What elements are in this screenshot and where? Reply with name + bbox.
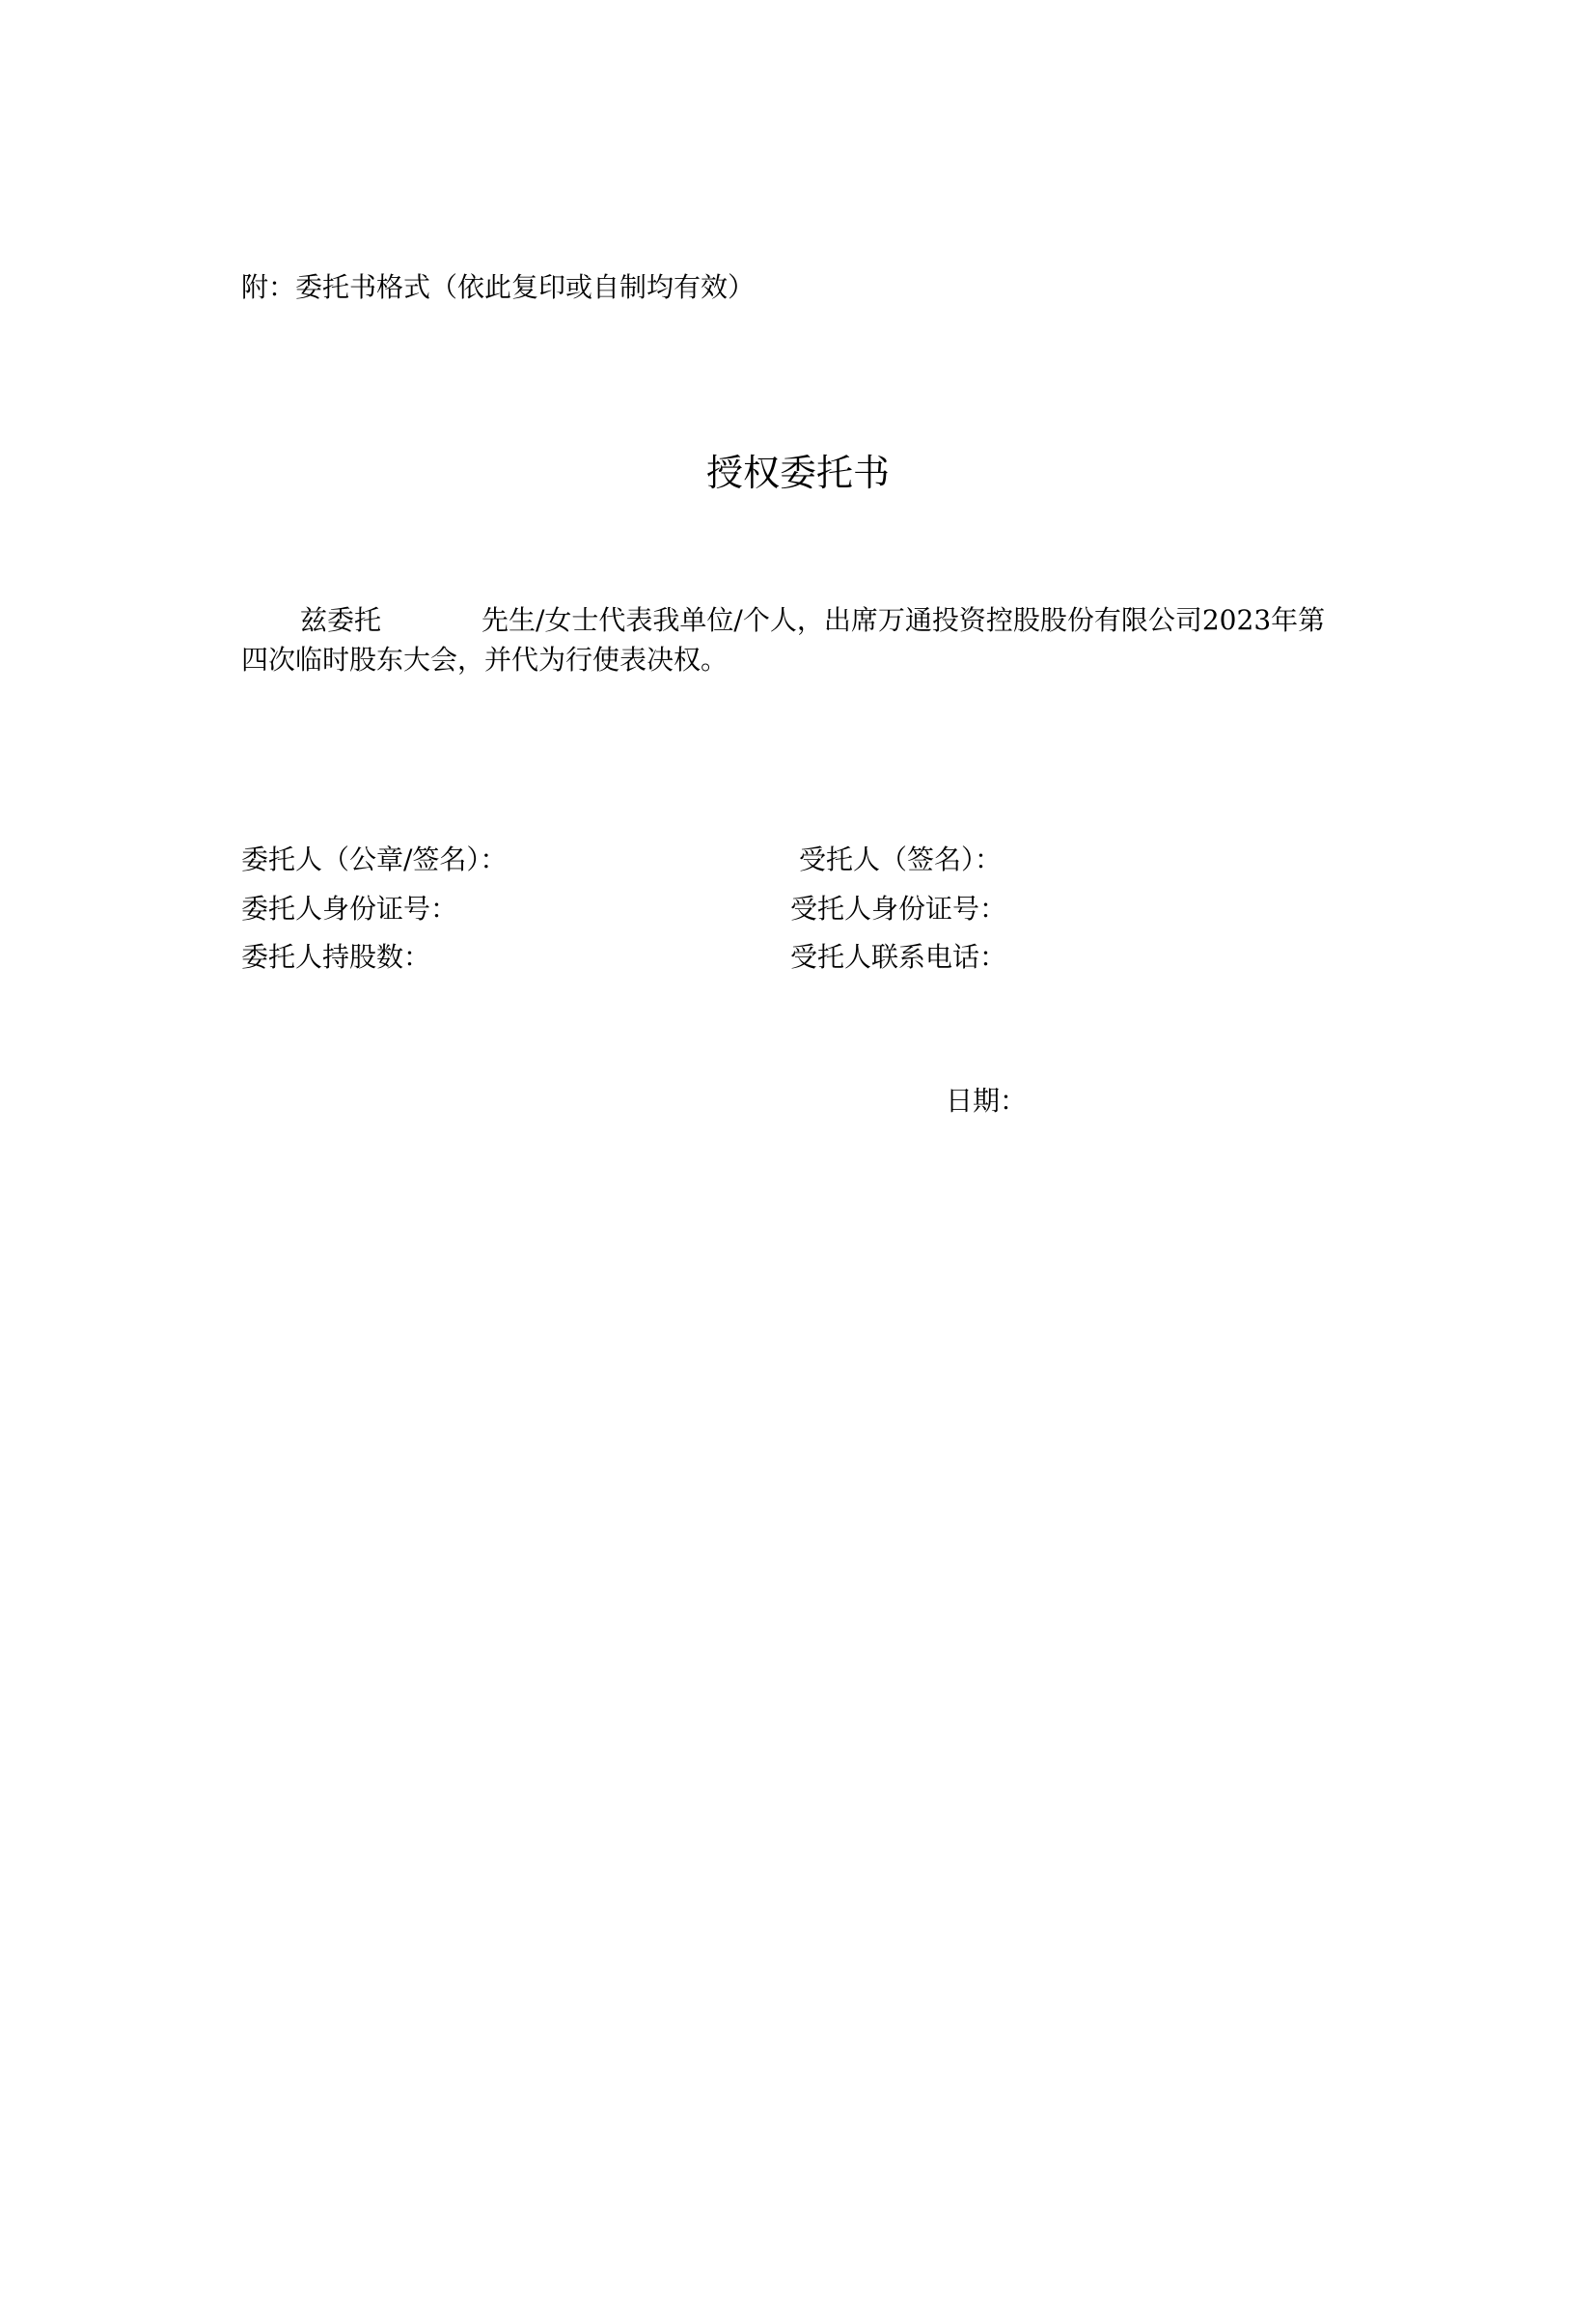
paragraph-line1-prefix: 兹委托 <box>300 604 382 636</box>
principal-id-number-label: 委托人身份证号： <box>241 893 458 925</box>
agent-signature-label: 受托人（签名）： <box>799 844 1003 875</box>
agent-name-blank <box>381 604 478 637</box>
agent-phone-label: 受托人联系电话： <box>790 941 1007 973</box>
paragraph-line2: 四次临时股东大会，并代为行使表决权。 <box>241 644 729 676</box>
principal-seal-signature-label: 委托人（公章/签名）： <box>241 844 508 875</box>
attachment-note: 附：委托书格式（依此复印或自制均有效） <box>241 271 756 303</box>
paragraph-line1-suffix: 先生/女士代表我单位/个人，出席万通投资控股股份有限公司2023年第 <box>482 604 1326 636</box>
agent-id-number-label: 受托人身份证号： <box>790 893 1007 925</box>
document-title: 授权委托书 <box>705 452 890 494</box>
date-label: 日期： <box>946 1085 1028 1117</box>
principal-shares-held-label: 委托人持股数： <box>241 941 431 973</box>
